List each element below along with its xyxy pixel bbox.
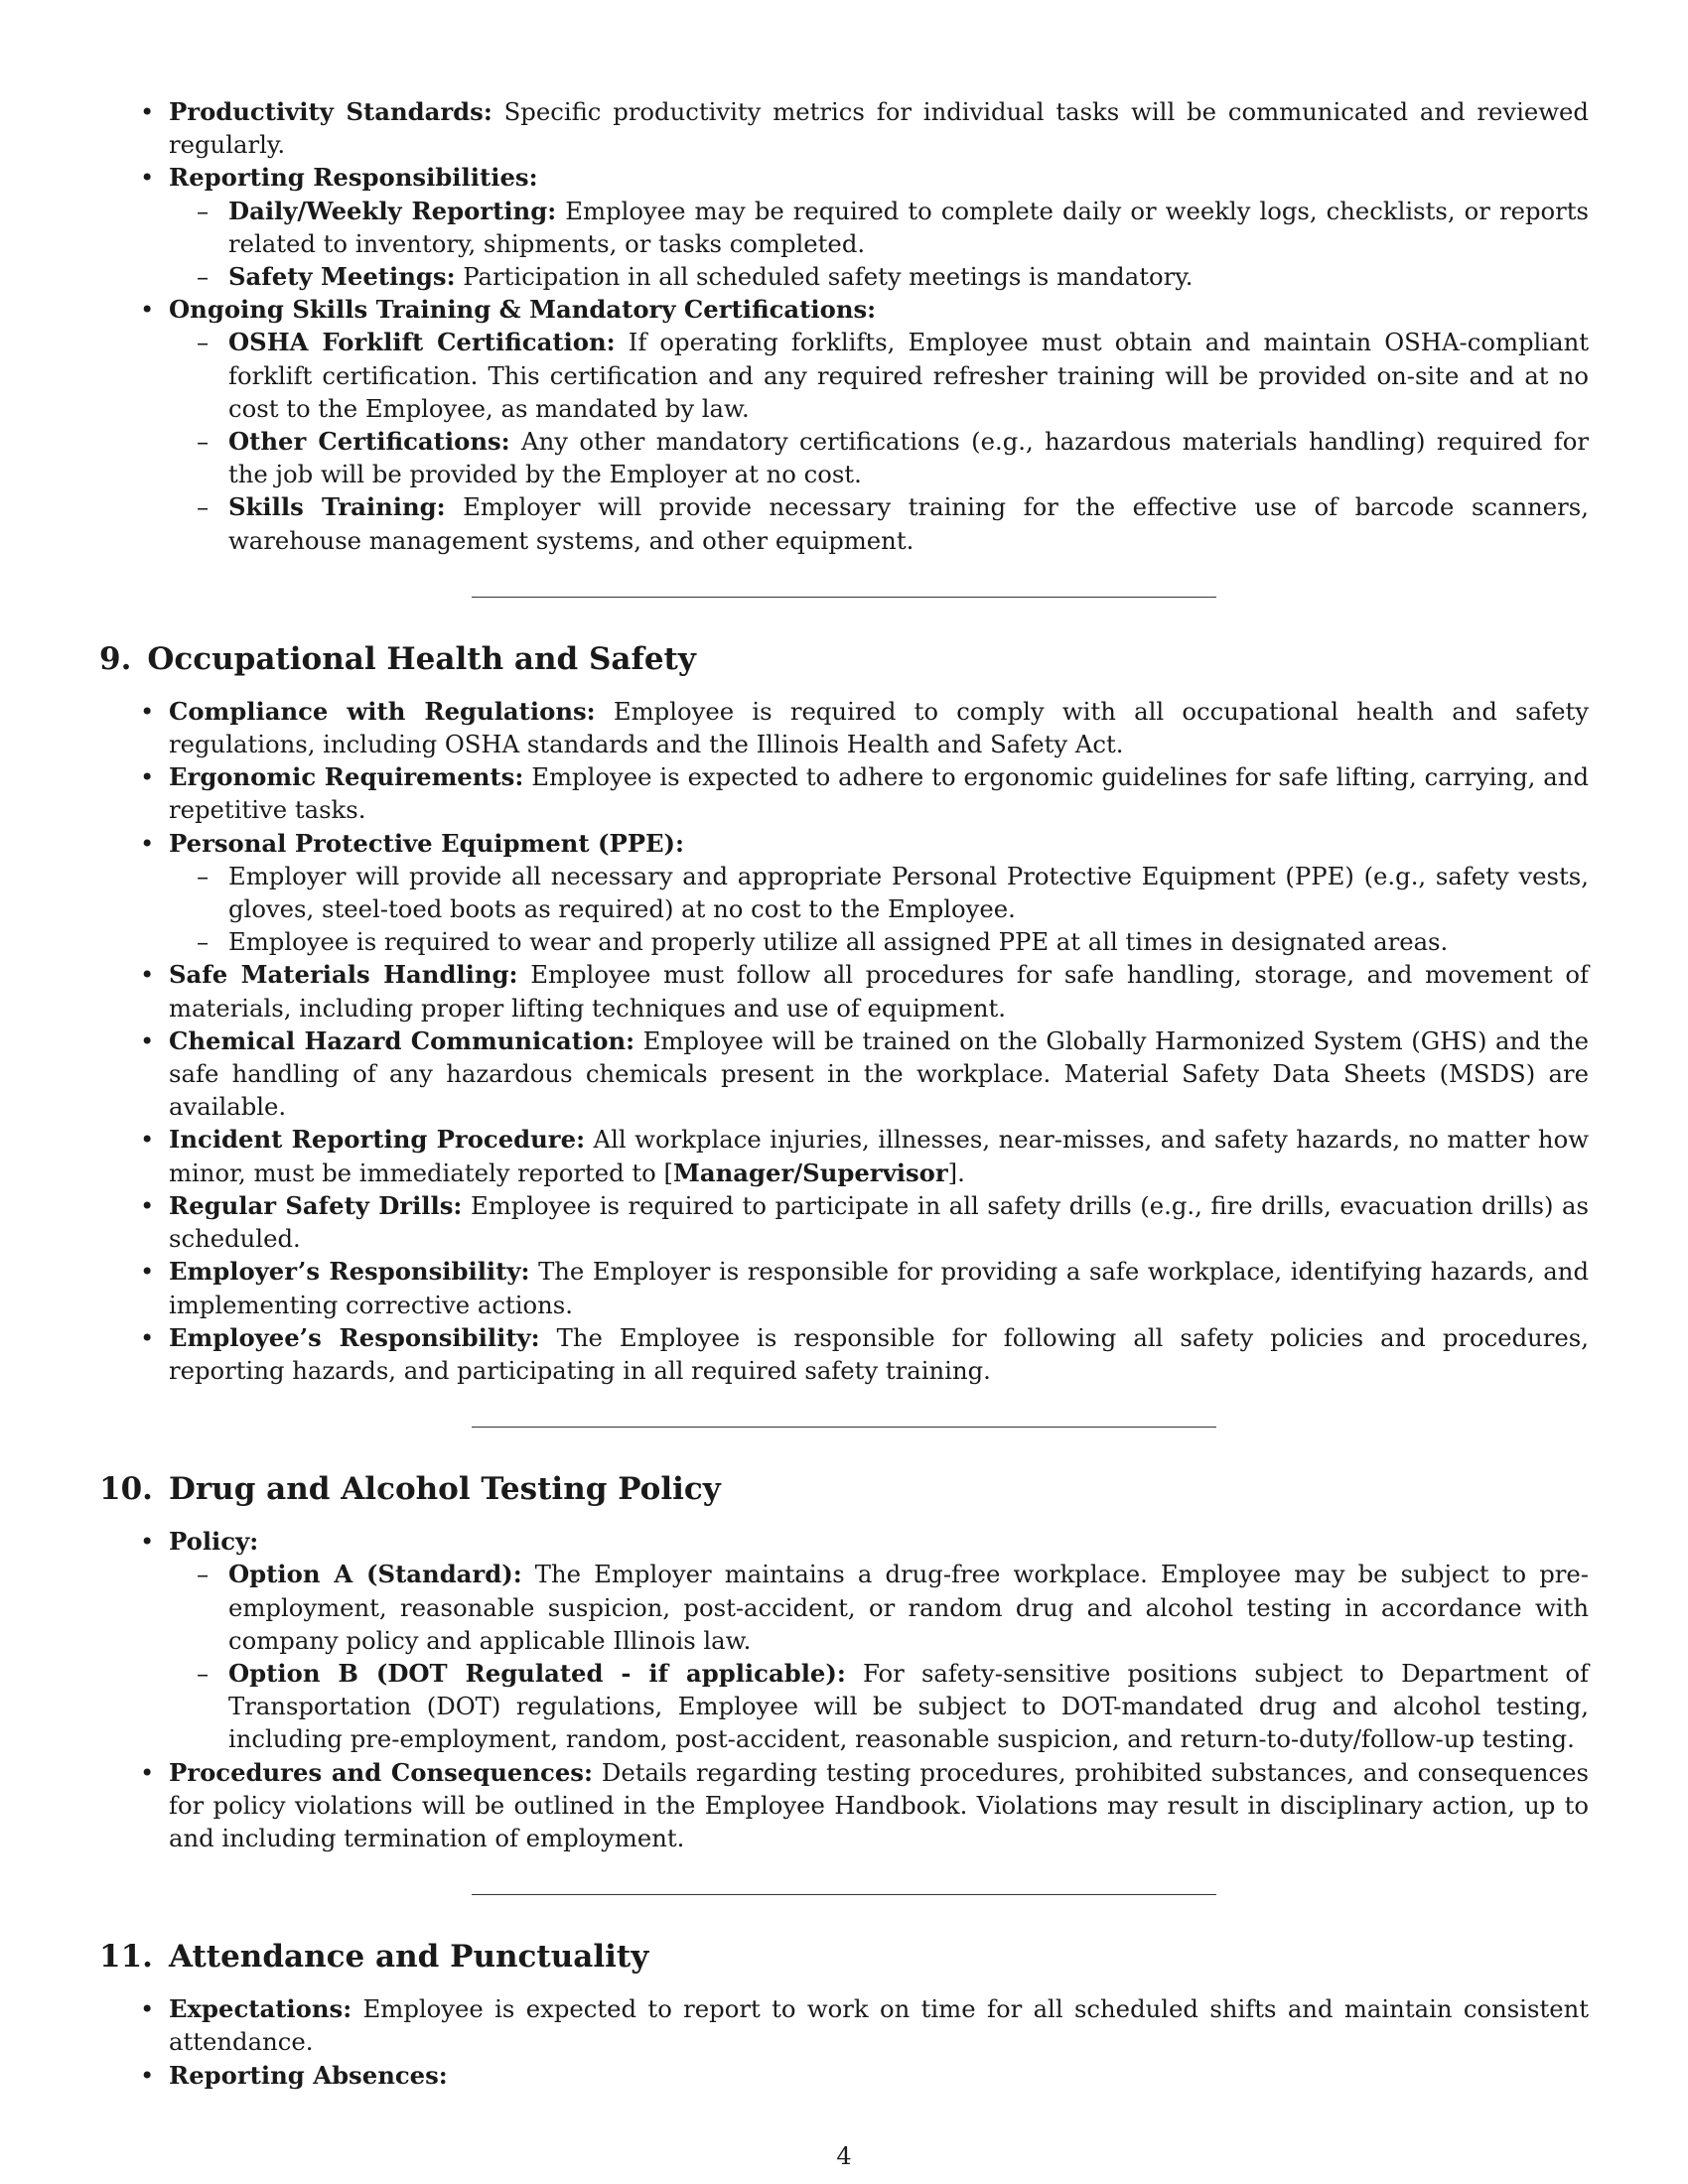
list-item	[99, 958, 1589, 1024]
item-label: Chemical Hazard Communication:	[169, 1025, 635, 1055]
item-label: Productivity Standards:	[169, 97, 492, 126]
section-list	[99, 1992, 1589, 2092]
item-label: Incident Reporting Procedure:	[169, 1125, 586, 1155]
section-heading	[99, 1937, 1589, 1977]
item-text: Employee is required to participate in all safety drills (e.g., fire drills, evacuation drills) as scheduled.	[169, 1190, 1589, 1254]
list-item	[99, 95, 1589, 161]
sub-list	[169, 1558, 1589, 1755]
sub-list-item	[169, 195, 1589, 260]
item-text: For safety-sensitive positions subject to Department of Transportation (DOT) regulations, Employee will be subject to DOT-mandated drug and alcohol testing, including pre-employment, random, post-accident, reasonable suspicion, and return-to-duty/follow-up testing.	[228, 1658, 1589, 1754]
item-label: Skills Training:	[228, 492, 446, 522]
item-text: Participation in all scheduled safety meetings is mandatory.	[455, 262, 1194, 292]
item-label: Safe Materials Handling:	[169, 960, 518, 990]
section-heading	[99, 639, 1589, 679]
section-attendance-punctuality	[99, 1937, 1589, 2092]
document-body	[99, 95, 1589, 2092]
item-text: Employee will be trained on the Globally Harmonized System (GHS) and the safe handling of any hazardous chemicals present in the workplace. Material Safety Data Sheets (MSDS) are available.	[169, 1025, 1589, 1122]
list-item	[99, 1189, 1589, 1255]
section-title: Attendance and Punctuality	[168, 1939, 649, 1976]
item-text: If operating forklifts, Employee must obtain and maintain OSHA-compliant forklift certification. This certification and any required refresher training will be provided on-site and at no cost to the Employee, as mandated by law.	[228, 328, 1589, 423]
item-label: Ergonomic Requirements:	[169, 762, 524, 792]
item-text-after: ].	[947, 1158, 965, 1187]
section-number: 9.	[99, 640, 132, 677]
item-label: Reporting Responsibilities:	[169, 163, 538, 193]
list-item	[99, 1024, 1589, 1124]
item-label: Regular Safety Drills:	[169, 1190, 463, 1220]
placeholder-text: Manager/Supervisor	[672, 1158, 948, 1187]
item-label: Employer’s Responsibility:	[169, 1257, 530, 1287]
item-text: Employee is required to comply with all occupational health and safety regulations, including OSHA standards and the Illinois Health and Safety Act.	[169, 696, 1589, 759]
section-divider	[472, 597, 1216, 598]
list-item	[99, 161, 1589, 293]
list-item	[99, 1525, 1589, 1755]
section-list	[99, 695, 1589, 1387]
item-text: Employee must follow all procedures for safe handling, storage, and movement of materials, including proper lifting techniques and use of equipment.	[169, 960, 1589, 1023]
item-text: Employee is expected to report to work on time for all scheduled shifts and maintain consistent attendance.	[169, 1994, 1589, 2057]
section-drug-alcohol-testing	[99, 1469, 1589, 1854]
item-text: The Employer maintains a drug-free workplace. Employee may be subject to pre-employment, reasonable suspicion, post-accident, or random drug and alcohol testing in accordance with company policy and applicable Illinois law.	[228, 1560, 1589, 1655]
sub-list	[169, 860, 1589, 959]
list-item	[99, 1756, 1589, 1855]
sub-list-item	[169, 860, 1589, 925]
section-title: Drug and Alcohol Testing Policy	[168, 1471, 721, 1508]
item-label: Reporting Absences:	[169, 2060, 448, 2090]
list-item	[99, 2059, 1589, 2092]
item-label: Ongoing Skills Training & Mandatory Certifications:	[169, 295, 877, 325]
section-number: 11.	[99, 1939, 153, 1976]
item-text: Employee is expected to adhere to ergonomic guidelines for safe lifting, carrying, and repetitive tasks.	[169, 762, 1589, 825]
page-number: 4	[836, 2142, 852, 2170]
item-label: OSHA Forklift Certification:	[228, 328, 616, 357]
item-label: Compliance with Regulations:	[169, 696, 596, 726]
sub-list-item	[169, 260, 1589, 293]
item-label: Procedures and Consequences:	[169, 1757, 593, 1787]
list-item	[99, 293, 1589, 557]
item-label: Personal Protective Equipment (PPE):	[169, 828, 685, 858]
item-text: Specific productivity metrics for individual tasks will be communicated and reviewed regularly.	[169, 97, 1589, 160]
item-label: Other Certifications:	[228, 427, 510, 457]
item-label: Option A (Standard):	[228, 1560, 522, 1589]
section-heading	[99, 1469, 1589, 1509]
item-text: The Employer is responsible for providing a safe workplace, identifying hazards, and implementing corrective actions.	[169, 1257, 1589, 1319]
sub-list	[169, 195, 1589, 294]
item-label: Option B (DOT Regulated - if applicable):	[228, 1658, 846, 1688]
item-text: Employee may be required to complete daily or weekly logs, checklists, or reports related to inventory, shipments, or tasks completed.	[228, 196, 1589, 258]
list-item	[99, 1123, 1589, 1188]
sub-list-item	[169, 1657, 1589, 1756]
list-item	[99, 760, 1589, 826]
intro-list	[99, 95, 1589, 557]
item-text: The Employee is responsible for following all safety policies and procedures, reporting hazards, and participating in all required safety training.	[169, 1322, 1589, 1385]
item-label: Policy:	[169, 1527, 259, 1557]
list-item	[99, 1255, 1589, 1320]
item-label: Expectations:	[169, 1994, 352, 2024]
item-label: Daily/Weekly Reporting:	[228, 196, 557, 225]
sub-list-item	[169, 326, 1589, 425]
item-text: Employer will provide necessary training for the effective use of barcode scanners, warehouse management systems, and other equipment.	[228, 492, 1589, 555]
item-text: Details regarding testing procedures, prohibited substances, and consequences for policy violations will be outlined in the Employee Handbook. Violations may result in disciplinary action, up to and including termination of employment.	[169, 1757, 1589, 1852]
list-item	[99, 1992, 1589, 2058]
sub-list-item	[169, 925, 1589, 958]
sub-list	[169, 326, 1589, 556]
item-label: Safety Meetings:	[228, 262, 456, 292]
sub-list-item	[169, 1558, 1589, 1657]
list-item	[99, 1321, 1589, 1387]
section-number: 10.	[99, 1471, 153, 1508]
list-item	[99, 827, 1589, 959]
item-text: Any other mandatory certifications (e.g., hazardous materials handling) required for the job will be provided by the Employer at no cost.	[228, 427, 1589, 489]
sub-list-item	[169, 425, 1589, 490]
section-title: Occupational Health and Safety	[147, 640, 696, 677]
list-item	[99, 695, 1589, 760]
sub-list-item	[169, 490, 1589, 556]
item-text: Employee is required to wear and properly utilize all assigned PPE at all times in designated areas.	[228, 927, 1449, 957]
item-text: All workplace injuries, illnesses, near-misses, and safety hazards, no matter how minor, must be immediately reported to [	[169, 1125, 1589, 1187]
section-divider	[472, 1894, 1216, 1895]
section-divider	[472, 1427, 1216, 1428]
item-text: Employer will provide all necessary and appropriate Personal Protective Equipment (PPE) (e.g., safety vests, gloves, steel-toed boots as required) at no cost to the Employee.	[228, 861, 1589, 924]
item-label: Employee’s Responsibility:	[169, 1322, 540, 1352]
section-list	[99, 1525, 1589, 1854]
section-occupational-health	[99, 639, 1589, 1387]
document-page	[99, 95, 1589, 2140]
